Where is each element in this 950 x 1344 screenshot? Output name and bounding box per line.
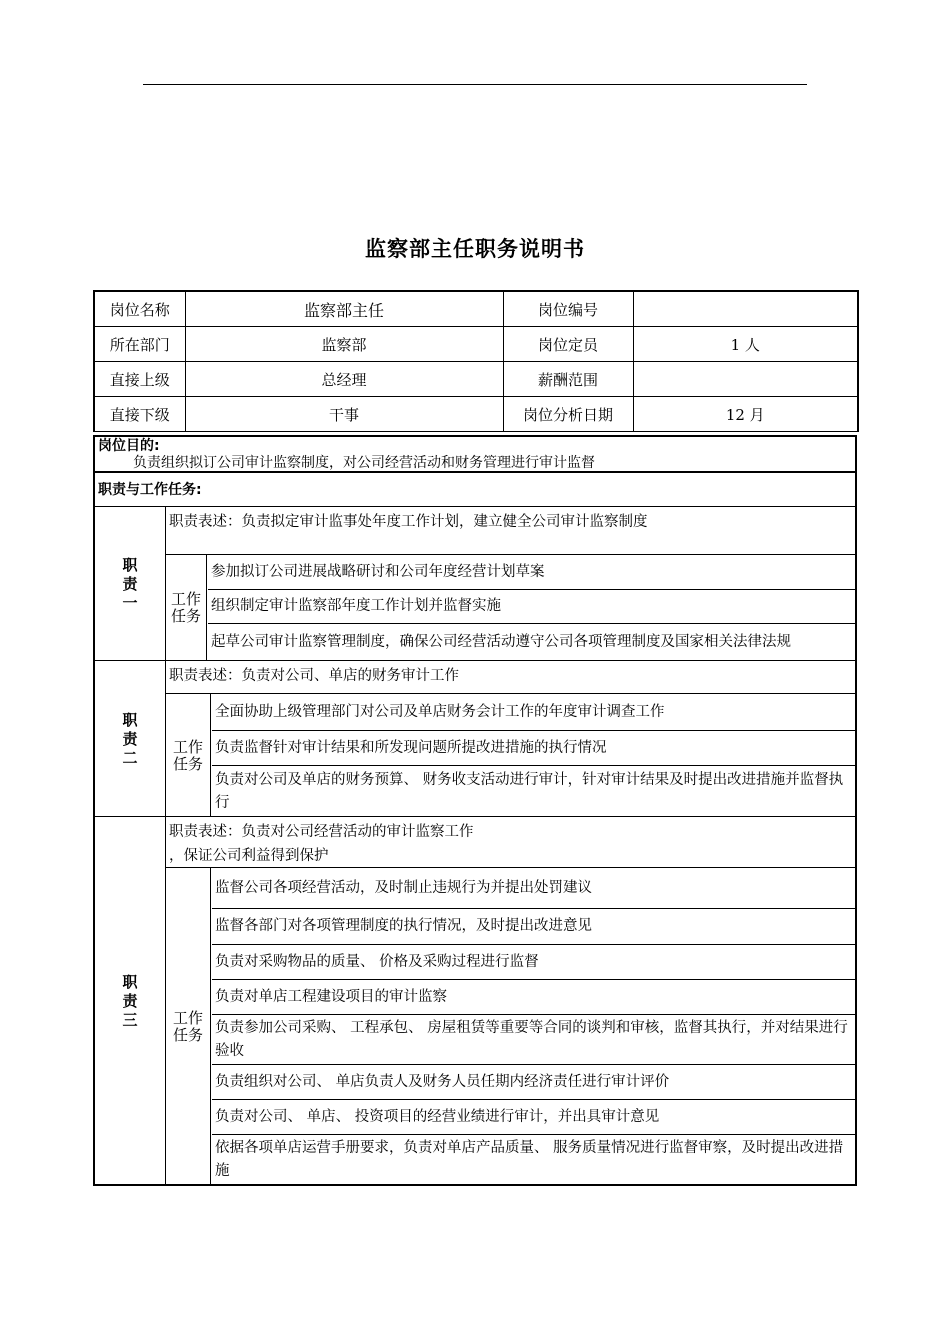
duty-block-1	[93, 506, 857, 661]
duty1-task-2: 组织制定审计监察部年度工作计划并监督实施	[208, 590, 855, 624]
label-department: 所在部门	[94, 327, 185, 362]
duty2-task-2: 负责监督针对审计结果和所发现问题所提改进措施的执行情况	[212, 731, 855, 766]
value-salary-range	[633, 362, 858, 397]
duty3-task-4: 负责对单店工程建设项目的审计监察	[212, 980, 855, 1015]
duty3-task-7: 负责对公司、 单店、 投资项目的经营业绩进行审计，并出具审计意见	[212, 1100, 855, 1135]
value-analysis-date: 12 月	[633, 397, 858, 432]
task-label-2: 工作任务	[172, 737, 203, 773]
label-headcount: 岗位定员	[503, 327, 633, 362]
duty1-task-3: 起草公司审计监察管理制度，确保公司经营活动遵守公司各项管理制度及国家相关法律法规	[211, 634, 791, 650]
purpose-section	[93, 435, 857, 472]
duty-label-2: 职责二	[122, 710, 138, 767]
value-direct-subordinate: 干事	[185, 397, 503, 432]
table-row	[94, 397, 858, 432]
duty-block-3	[93, 816, 857, 1185]
duties-heading: 职责与工作任务:	[98, 482, 202, 498]
label-position-number: 岗位编号	[503, 291, 633, 327]
duty2-task-3: 负责对公司及单店的财务预算、 财务收支活动进行审计，针对审计结果及时提出改进措施并监督执行	[215, 771, 844, 811]
value-department: 监察部	[185, 327, 503, 362]
duty3-task-5: 负责参加公司采购、 工程承包、 房屋租赁等重要等合同的谈判和审核，监督其执行，并对结果进行验收	[212, 1015, 855, 1065]
page-title: 监察部主任职务说明书	[365, 237, 585, 261]
duty-label-3: 职责三	[122, 972, 138, 1029]
duty3-task-8: 依据各项单店运营手册要求，负责对单店产品质量、 服务质量情况进行监督审察，及时提出改进措施	[215, 1140, 844, 1179]
table-row	[94, 362, 858, 397]
value-direct-superior: 总经理	[185, 362, 503, 397]
label-position-name: 岗位名称	[94, 291, 185, 327]
duty2-task-1: 全面协助上级管理部门对公司及单店财务会计工作的年度审计调查工作	[212, 694, 855, 731]
value-position-name: 监察部主任	[185, 291, 503, 327]
header-rule	[143, 84, 807, 85]
value-position-number	[633, 291, 858, 327]
duty-desc-1: 职责表述：负责拟定审计监事处年度工作计划，建立健全公司审计监察制度	[166, 507, 855, 555]
duties-section-header	[93, 471, 857, 507]
label-direct-superior: 直接上级	[94, 362, 185, 397]
purpose-heading: 岗位目的:	[98, 438, 160, 454]
position-info-table	[93, 290, 859, 432]
duty-desc-3-line1: 职责表述：负责对公司经营活动的审计监察工作	[169, 824, 474, 840]
label-salary-range: 薪酬范围	[503, 362, 633, 397]
duty-desc-3	[166, 817, 855, 868]
duty3-task-3: 负责对采购物品的质量、 价格及采购过程进行监督	[212, 945, 855, 980]
value-headcount: 1 人	[633, 327, 858, 362]
table-row	[94, 291, 858, 327]
purpose-text: 负责组织拟订公司审计监察制度，对公司经营活动和财务管理进行审计监督	[133, 455, 595, 471]
duty-block-2	[93, 660, 857, 817]
duty-desc-3-line2: ，保证公司利益得到保护	[169, 848, 329, 864]
task-label-3: 工作任务	[172, 1008, 203, 1044]
table-bottom-border	[93, 1184, 857, 1186]
task-label-1: 工作任务	[170, 590, 201, 625]
duty-desc-2: 职责表述：负责对公司、单店的财务审计工作	[166, 661, 855, 694]
duty3-task-6: 负责组织对公司、 单店负责人及财务人员任期内经济责任进行审计评价	[212, 1065, 855, 1100]
label-direct-subordinate: 直接下级	[94, 397, 185, 432]
table-row	[94, 327, 858, 362]
label-analysis-date: 岗位分析日期	[503, 397, 633, 432]
duty3-task-2: 监督各部门对各项管理制度的执行情况，及时提出改进意见	[212, 909, 855, 945]
duty-label-1: 职责一	[122, 555, 138, 612]
duty1-task-1: 参加拟订公司进展战略研讨和公司年度经营计划草案	[208, 555, 855, 590]
duty3-task-1: 监督公司各项经营活动，及时制止违规行为并提出处罚建议	[212, 868, 855, 909]
